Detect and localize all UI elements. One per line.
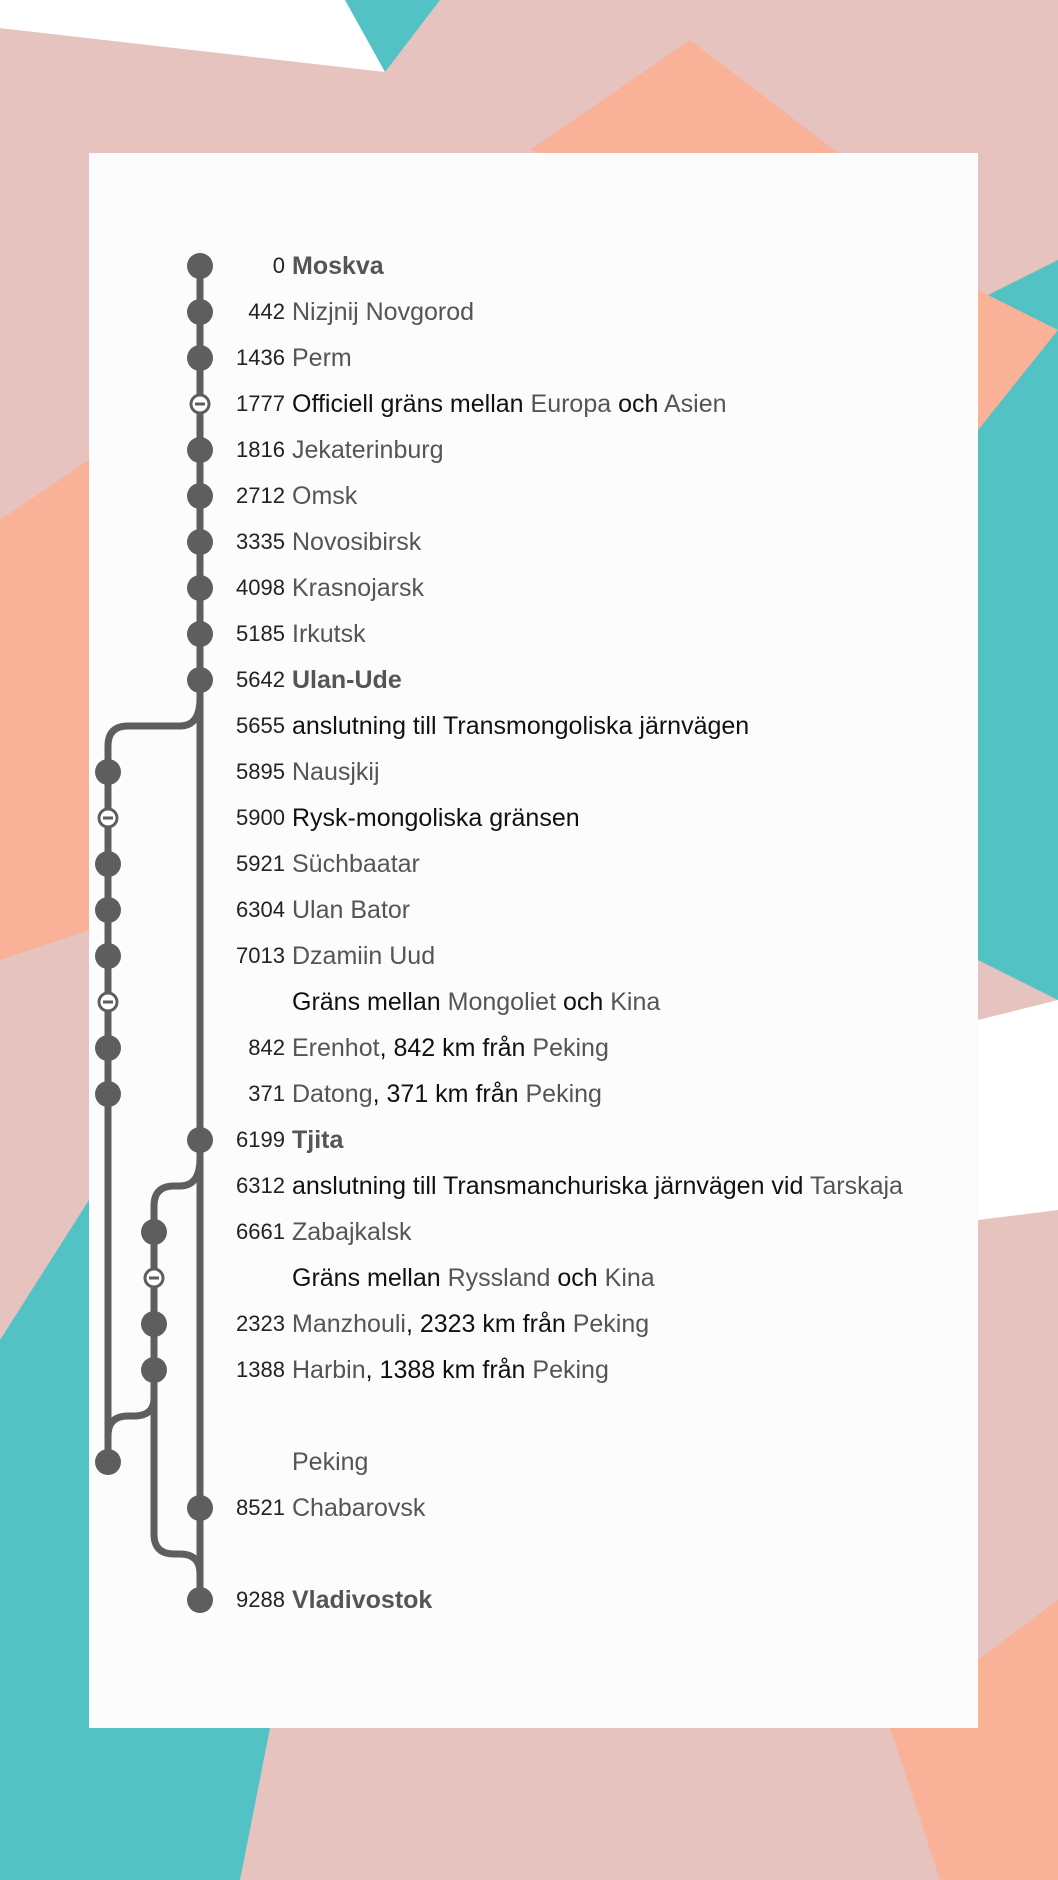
- station-link[interactable]: Mongoliet: [447, 988, 557, 1016]
- distance-km: 2712: [236, 483, 285, 508]
- station-link[interactable]: Harbin: [292, 1356, 366, 1384]
- row-text: [292, 1163, 903, 1209]
- station-link[interactable]: Irkutsk: [292, 620, 366, 648]
- row-text: [292, 427, 443, 473]
- row-plain-text: , 842 km från: [379, 1034, 533, 1062]
- station-link[interactable]: Moskva: [292, 252, 384, 280]
- distance-km: 5185: [236, 621, 285, 646]
- distance-km: 3335: [236, 529, 285, 554]
- distance-km: 8521: [236, 1495, 285, 1520]
- distance-km: 6661: [236, 1219, 285, 1244]
- station-link[interactable]: Omsk: [292, 482, 358, 510]
- distance-km: 2323: [236, 1311, 285, 1336]
- distance-km: 1777: [236, 391, 285, 416]
- station-link[interactable]: Süchbaatar: [292, 850, 420, 878]
- row-text: [292, 1301, 649, 1347]
- row-plain-text: , 1388 km från: [365, 1356, 533, 1384]
- station-link[interactable]: Asien: [663, 390, 727, 418]
- row-text: [292, 749, 380, 795]
- row-plain-text: anslutning till Transmongoliska järnvägen: [292, 712, 750, 740]
- station-link[interactable]: Novosibirsk: [292, 528, 422, 556]
- row-plain-text: Rysk-mongoliska gränsen: [292, 804, 580, 832]
- station-link[interactable]: Ulan-Ude: [292, 666, 402, 694]
- distance-km: 842: [248, 1035, 285, 1060]
- distance-km: 6312: [236, 1173, 285, 1198]
- station-link[interactable]: Kina: [604, 1264, 655, 1292]
- distance-km: 5655: [236, 713, 285, 738]
- station-link[interactable]: Chabarovsk: [292, 1494, 426, 1522]
- row-text: [292, 933, 435, 979]
- station-link[interactable]: Peking: [532, 1034, 609, 1062]
- station-link[interactable]: Peking: [292, 1448, 369, 1476]
- row-plain-text: anslutning till Transmanchuriska järnvägen vid: [292, 1172, 810, 1200]
- row-text: [292, 887, 410, 933]
- station-link[interactable]: Ryssland: [447, 1264, 551, 1292]
- station-link[interactable]: Vladivostok: [292, 1586, 433, 1614]
- row-text: [292, 1439, 368, 1485]
- station-link[interactable]: Peking: [532, 1356, 609, 1384]
- row-text: [292, 979, 660, 1025]
- distance-km: 4098: [236, 575, 285, 600]
- row-text: [292, 1071, 602, 1117]
- bg-white-shape-right: [978, 1000, 1058, 1220]
- row-text: [292, 519, 421, 565]
- distance-km: 1816: [236, 437, 285, 462]
- distance-km: 9288: [236, 1587, 285, 1612]
- station-link[interactable]: Datong: [292, 1080, 373, 1108]
- station-link[interactable]: Erenhot: [292, 1034, 380, 1062]
- station-link[interactable]: Jekaterinburg: [292, 436, 444, 464]
- distance-km: 0: [272, 253, 285, 278]
- row-text: [292, 703, 749, 749]
- station-link[interactable]: Ulan Bator: [292, 896, 411, 924]
- row-text: [292, 611, 366, 657]
- row-plain-text: och: [550, 1264, 605, 1292]
- station-link[interactable]: Tjita: [292, 1126, 344, 1154]
- row-plain-text: , 2323 km från: [405, 1310, 573, 1338]
- station-dot: [95, 1449, 121, 1475]
- distance-km: 5900: [236, 805, 285, 830]
- distance-km: 371: [248, 1081, 285, 1106]
- station-link[interactable]: Nizjnij Novgorod: [292, 298, 475, 326]
- row-text: [292, 1347, 609, 1393]
- station-link[interactable]: Europa: [530, 390, 612, 418]
- bg-salmon-shape-left: [0, 460, 89, 960]
- distance-km: 442: [248, 299, 285, 324]
- row-text: [292, 565, 424, 611]
- row-plain-text: Gräns mellan: [292, 1264, 448, 1292]
- row-text: [292, 1025, 609, 1071]
- station-link[interactable]: Nausjkij: [292, 758, 380, 786]
- station-link[interactable]: Zabajkalsk: [292, 1218, 412, 1246]
- distance-km: 6199: [236, 1127, 285, 1152]
- row-text: [292, 657, 402, 703]
- station-link[interactable]: Peking: [525, 1080, 602, 1108]
- station-link[interactable]: Krasnojarsk: [292, 574, 424, 602]
- row-text: [292, 1577, 432, 1623]
- distance-km: 1436: [236, 345, 285, 370]
- row-text: [292, 1255, 655, 1301]
- station-link[interactable]: Peking: [572, 1310, 650, 1338]
- row-text: [292, 841, 420, 887]
- station-link[interactable]: Manzhouli: [292, 1310, 406, 1338]
- distance-km: 5642: [236, 667, 285, 692]
- row-plain-text: och: [611, 390, 664, 418]
- station-link[interactable]: Perm: [292, 344, 352, 372]
- distance-km: 6304: [236, 897, 285, 922]
- row-plain-text: Officiell gräns mellan: [292, 390, 531, 418]
- station-link[interactable]: Kina: [610, 988, 661, 1016]
- station-link[interactable]: Tarskaja: [809, 1172, 903, 1200]
- row-plain-text: , 371 km från: [372, 1080, 526, 1108]
- row-text: [292, 381, 727, 427]
- row-text: [292, 243, 384, 289]
- distance-km: 5895: [236, 759, 285, 784]
- row-text: [292, 795, 580, 841]
- route-card: [89, 153, 978, 1728]
- row-text: [292, 1117, 343, 1163]
- row-plain-text: Gräns mellan: [292, 988, 448, 1016]
- row-text: [292, 289, 474, 335]
- row-text: [292, 1485, 425, 1531]
- row-text: [292, 335, 352, 381]
- station-link[interactable]: Dzamiin Uud: [292, 942, 436, 970]
- distance-km: 1388: [236, 1357, 285, 1382]
- row-text: [292, 473, 357, 519]
- row-plain-text: och: [556, 988, 611, 1016]
- row-text: [292, 1209, 412, 1255]
- distance-km: 7013: [236, 943, 285, 968]
- distance-km: 5921: [236, 851, 285, 876]
